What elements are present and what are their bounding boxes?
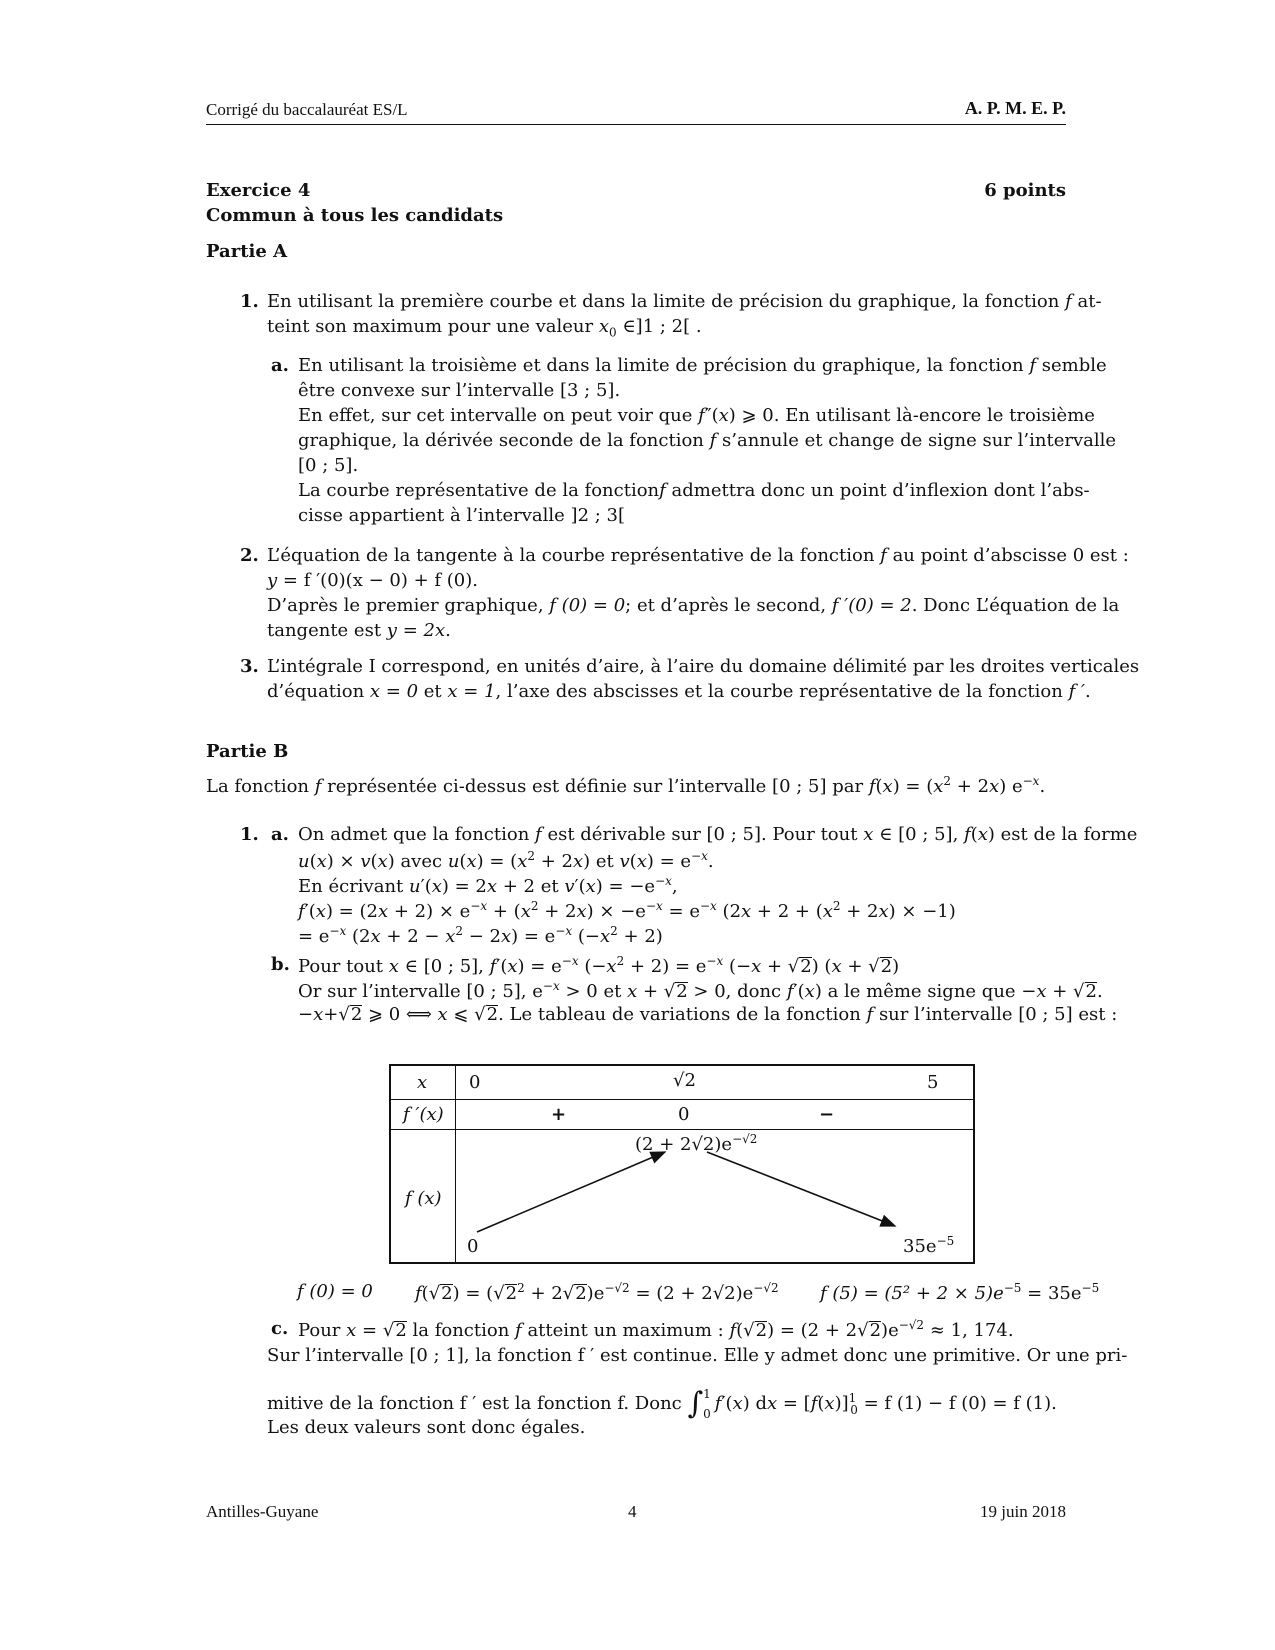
partA-q2-num: 2. (240, 545, 259, 566)
table-sign-plus: + (551, 1104, 567, 1125)
table-fprime-label: f ′(x) (403, 1104, 444, 1125)
variation-table (389, 1064, 975, 1264)
partB-qa-label: a. (271, 824, 289, 845)
footer-right: 19 juin 2018 (980, 1502, 1066, 1521)
table-f-max: $(2 + 2√2)e^{-√2}$ (635, 1132, 758, 1155)
footer-left: Antilles-Guyane (206, 1502, 319, 1521)
partB-qc-l4: Les deux valeurs sont donc égales. (267, 1417, 586, 1438)
partB-qa-l2: u(x) × v(x) avec $u(x) = (x^2 + 2x)$ et $v(x) = e^{-x}$. (298, 849, 714, 872)
header-right: A. P. M. E. P. (964, 98, 1066, 118)
exercise-title: Exercice 4 (206, 180, 311, 201)
table-x-sqrt2: √2 (673, 1070, 696, 1091)
exercise-subtitle: Commun à tous les candidats (206, 205, 504, 226)
partB-title: Partie B (206, 741, 289, 762)
partB-qb-l3: −x+√2 ⩾ 0 ⟺ x ⩽ √2. Le tableau de variations de la fonction f sur l’intervalle [0 ; 5] est : (298, 1004, 1118, 1025)
arrow-increasing (477, 1152, 665, 1232)
value-fsqrt2: $f(√2) = (√2^2 + 2√2)e^{-√2} = (2 + 2√2)e^{-√2}$ (415, 1281, 779, 1304)
partB-qa-l3: En écrivant u′(x) = 2x + 2 et $v'(x) = -e^{-x}$, (298, 874, 678, 897)
partB-q1-num: 1. (240, 824, 259, 845)
exercise-points: 6 points (984, 180, 1066, 201)
partA-q1-line1: En utilisant la première courbe et dans la limite de précision du graphique, la fonction f at- (267, 291, 1102, 312)
partA-q2-l1: L’équation de la tangente à la courbe représentative de la fonction f au point d’abscisse 0 est : (267, 545, 1129, 566)
partA-q2-l3: D’après le premier graphique, f (0) = 0; et d’après le second, f ′(0) = 2. Donc L’équation de la (267, 595, 1120, 616)
partB-qa-l4: $f'(x) = (2x + 2) \times e^{-x} + (x^2 + 2x) \times -e^{-x} = e^{-x}$ $(2x + 2 + (x^2 + 2x) \times -1)$ (298, 899, 956, 922)
partA-qa-l4: graphique, la dérivée seconde de la fonction f s’annule et change de signe sur l’intervalle (298, 430, 1117, 451)
table-f-label: f (x) (405, 1188, 442, 1209)
partB-qc-l1: Pour x = √2 la fonction f atteint un maximum : $f(√2) = (2 + 2√2)e^{-√2} \approx 1$, 174. (298, 1318, 1014, 1341)
partB-qa-l1: On admet que la fonction f est dérivable sur [0 ; 5]. Pour tout x ∈ [0 ; 5], f(x) est de la forme (298, 824, 1138, 845)
value-f5: f $(5) = (5^2 + 2 \times 5)e^{-5} = 35e^{-5}$ (820, 1281, 1100, 1304)
table-sign-zero: 0 (678, 1104, 690, 1125)
partA-q3-num: 3. (240, 656, 259, 677)
partB-qc-label: c. (271, 1318, 289, 1339)
partA-q1-line2: teint son maximum pour une valeur $x_0$ ∈]1 ; 2[ . (267, 316, 702, 340)
partB-qa-l5: = $e^{-x}$ $(2x + 2 - x^2 - 2x) = e^{-x}$ $(-x^2 + 2)$ (298, 924, 663, 947)
table-sign-minus: − (819, 1104, 835, 1125)
partA-qa-label: a. (271, 355, 289, 376)
table-f-end: $35e^{-5}$ (903, 1234, 955, 1257)
header-rule (206, 124, 1066, 125)
partA-qa-l7: cisse appartient à l’intervalle ]2 ; 3[ (298, 505, 626, 526)
partB-intro: La fonction f représentée ci-dessus est définie sur l’intervalle [0 ; 5] par $f(x) = (x^2 + 2x)$ $e^{-x}$. (206, 774, 1046, 797)
partB-qb-l1: Pour tout x ∈ [0 ; 5], $f'(x) = e^{-x}$ $(-x^2 + 2) = e^{-x}$ (−x + √2) (x + √2) (298, 954, 900, 977)
table-x-0: 0 (469, 1072, 481, 1093)
partA-q3-l1: L’intégrale I correspond, en unités d’aire, à l’aire du domaine délimité par les droites verticales (267, 656, 1140, 677)
footer-page-number: 4 (628, 1502, 637, 1521)
partA-qa-l6: La courbe représentative de la fonctionf admettra donc un point d’inflexion dont l’abs- (298, 480, 1090, 501)
partA-q1-num: 1. (240, 291, 259, 312)
partB-qb-label: b. (271, 954, 290, 975)
partA-qa-l2: être convexe sur l’intervalle [3 ; 5]. (298, 380, 621, 401)
value-f0: f (0) = 0 (297, 1281, 373, 1302)
header-left: Corrigé du baccalauréat ES/L (206, 100, 408, 119)
partA-q3-l2: d’équation x = 0 et x = 1, l’axe des abscisses et la courbe représentative de la fonction f ′. (267, 681, 1091, 702)
table-x-5: 5 (927, 1072, 939, 1093)
partB-qb-l2: Or sur l’intervalle [0 ; 5], $e^{-x} > 0$ et x + √2 > 0, donc f′(x) a le même signe que −x + √2. (298, 979, 1103, 1002)
partA-qa-l1: En utilisant la troisième et dans la limite de précision du graphique, la fonction f semble (298, 355, 1107, 376)
partA-qa-l3: En effet, sur cet intervalle on peut voir que f″(x) ⩾ 0. En utilisant là-encore le troisième (298, 405, 1095, 426)
arrow-decreasing (707, 1152, 895, 1226)
partA-qa-l5: [0 ; 5]. (298, 455, 359, 476)
partA-title: Partie A (206, 241, 288, 262)
partB-qc-l2: Sur l’intervalle [0 ; 1], la fonction f ′ est continue. Elle y admet donc une primitive. Or une pri- (267, 1345, 1128, 1366)
partA-q2-l2: y = f ′(0)(x − 0) + f (0). (267, 570, 478, 591)
table-x-label: x (417, 1072, 428, 1093)
table-f-start: 0 (467, 1236, 479, 1257)
partB-qc-l3: mitive de la fonction f ′ est la fonction f. Donc ∫1 0 f′(x) dx = $[f(x)]^1_0 = f$ (1) − f (0) = f (1). (267, 1386, 1057, 1421)
partA-q2-l4: tangente est y = 2x. (267, 620, 451, 641)
table-arrows (391, 1066, 977, 1266)
